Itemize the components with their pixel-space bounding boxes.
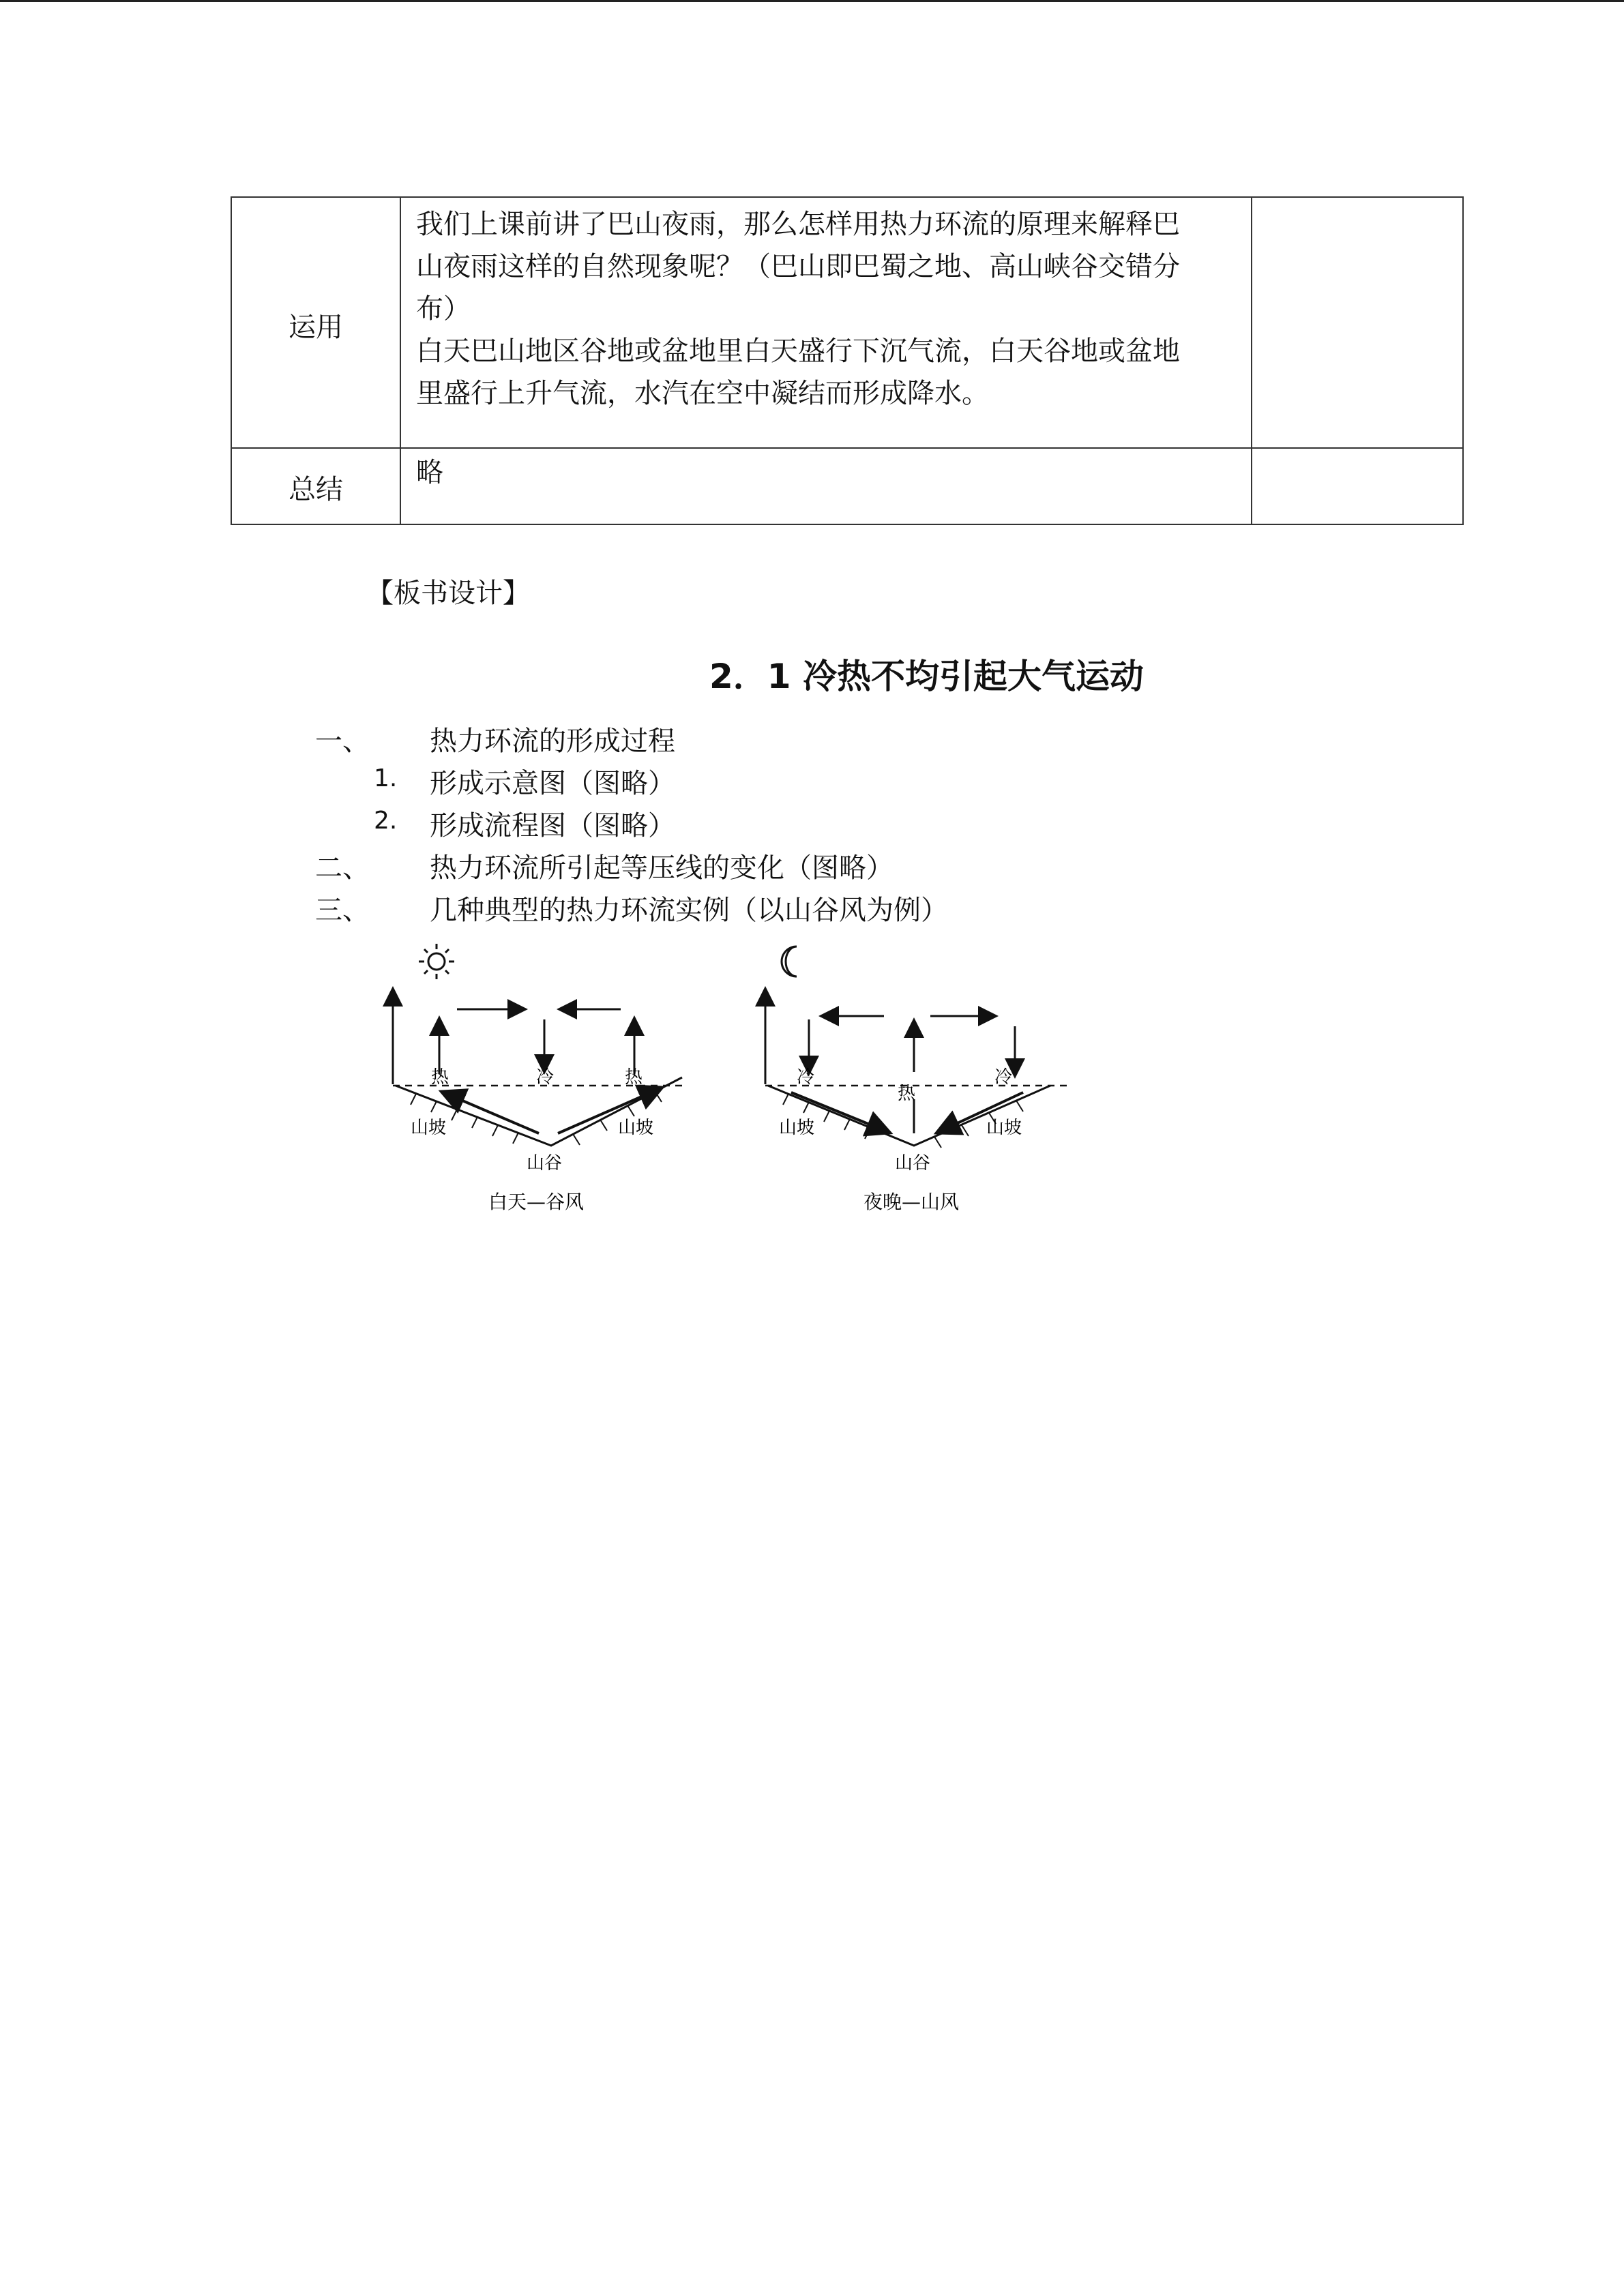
board-title: 2．1 冷热不均引起大气运动 [709, 657, 1144, 696]
text-line: 里盛行上升气流，水汽在空中凝结而形成降水。 [416, 378, 989, 409]
valley-wind-diagrams [375, 941, 1084, 1227]
outline-num: 1. [374, 764, 398, 792]
table-border-right [1462, 196, 1464, 525]
row-content-apply [416, 203, 1241, 415]
lesson-table [231, 196, 1464, 525]
outline-text: 形成流程图（图略） [430, 810, 675, 841]
night-valley-diagram [765, 946, 1071, 1213]
row-label-apply: 运用 [289, 312, 343, 343]
night-caption: 夜晚—山风 [863, 1191, 960, 1213]
outline-text: 形成示意图（图略） [430, 768, 675, 799]
label-hot-mid: 热 [898, 1084, 916, 1104]
outline-item-1-1 [374, 762, 675, 799]
label-slope-right: 山坡 [986, 1118, 1022, 1138]
table-border-bottom [231, 524, 1464, 525]
label-hot-left: 热 [431, 1067, 449, 1088]
outline-num: 一、 [315, 726, 370, 757]
page-top-border [0, 0, 1624, 2]
outline-num: 二、 [315, 852, 370, 884]
outline-text: 热力环流所引起等压线的变化（图略） [430, 852, 894, 884]
outline-item-1 [315, 719, 675, 758]
day-valley-diagram [393, 944, 682, 1213]
sun-icon [419, 944, 454, 979]
day-caption: 白天—谷风 [488, 1191, 585, 1213]
text-line: 我们上课前讲了巴山夜雨，那么怎样用热力环流的原理来解释巴 [416, 209, 1180, 240]
text-line: 白天巴山地区谷地或盆地里白天盛行下沉气流，白天谷地或盆地 [416, 336, 1180, 367]
outline-num: 三、 [315, 895, 370, 926]
table-row-divider [231, 447, 1464, 449]
board-heading: 【板书设计】 [366, 578, 530, 609]
text-line: 山夜雨这样的自然现象呢？（巴山即巴蜀之地、高山峡谷交错分 [416, 251, 1180, 282]
outline-text: 热力环流的形成过程 [430, 726, 675, 757]
label-slope-left: 山坡 [779, 1118, 815, 1138]
label-cold-mid: 冷 [536, 1067, 555, 1088]
label-cold-right: 冷 [994, 1067, 1013, 1088]
outline-text: 几种典型的热力环流实例（以山谷风为例） [430, 895, 948, 926]
label-cold-left: 冷 [797, 1067, 815, 1088]
table-col-divider-2 [1251, 196, 1252, 525]
table-border-top [231, 196, 1464, 198]
label-valley: 山谷 [527, 1153, 563, 1174]
label-hot-right: 热 [625, 1067, 643, 1088]
outline-num: 2. [374, 807, 398, 835]
row-content-summary [416, 451, 1241, 494]
label-valley: 山谷 [895, 1153, 931, 1174]
outline-item-2 [315, 846, 894, 885]
text-line: 略 [416, 457, 443, 488]
label-slope-left: 山坡 [411, 1118, 447, 1138]
table-col-divider-1 [400, 196, 401, 525]
text-line: 布） [416, 293, 471, 325]
outline-item-3 [315, 889, 948, 927]
moon-icon [782, 946, 797, 976]
label-slope-right: 山坡 [618, 1118, 654, 1138]
outline-item-1-2 [374, 804, 675, 841]
row-label-summary: 总结 [289, 474, 343, 505]
